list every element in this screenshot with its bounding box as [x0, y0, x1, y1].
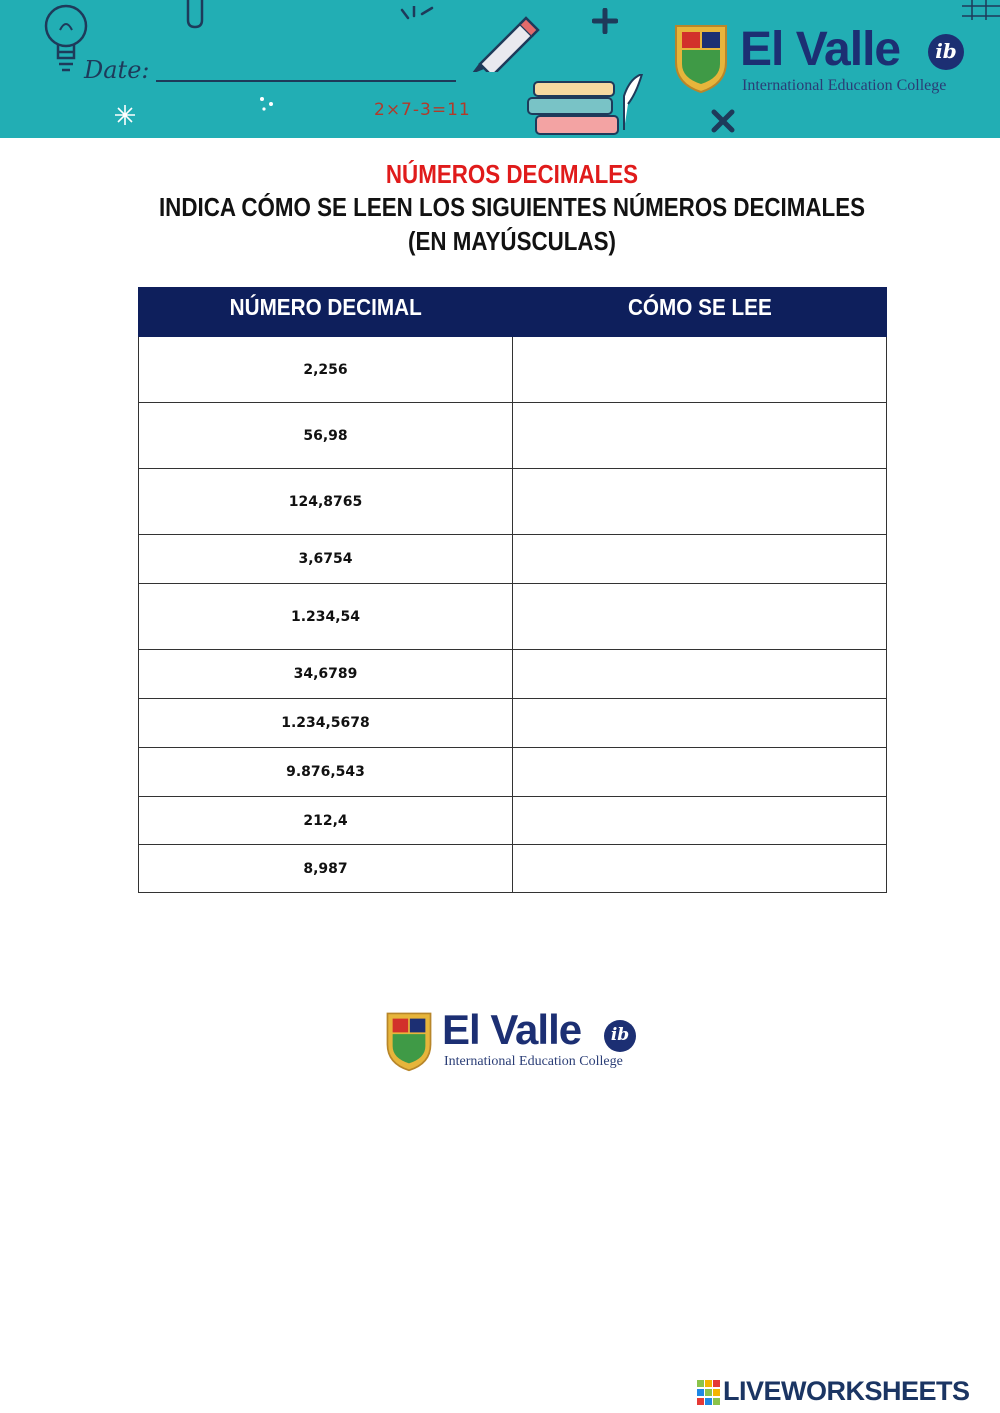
answer-field[interactable]: [513, 797, 887, 845]
number-cell: 1.234,54: [139, 584, 513, 650]
star-icon: [114, 104, 136, 126]
number-cell: 2,256: [139, 337, 513, 403]
brand-name: El Valle: [740, 23, 901, 76]
footer-brand-name: El Valle: [442, 1006, 582, 1053]
header-numero-decimal: NÚMERO DECIMAL: [139, 288, 513, 337]
answer-field[interactable]: [513, 699, 887, 748]
table-row: [139, 748, 887, 797]
footer-school-logo: [384, 1008, 654, 1078]
answer-field[interactable]: [513, 584, 887, 650]
school-logo: [672, 22, 992, 102]
sparkle-icon: [400, 6, 434, 28]
watermark-text: LIVEWORKSHEETS: [723, 1376, 970, 1406]
table-row: [139, 535, 887, 584]
table-row: [139, 469, 887, 535]
header-banner: [0, 0, 1000, 138]
number-cell: 1.234,5678: [139, 699, 513, 748]
instruction-line-1: INDICA CÓMO SE LEEN LOS SIGUIENTES NÚMEROS DECIMALES: [158, 192, 866, 222]
grid-icon: [962, 0, 1000, 20]
table-row: [139, 797, 887, 845]
table-row: [139, 337, 887, 403]
answer-field[interactable]: [513, 845, 887, 893]
table-row: [139, 584, 887, 650]
times-icon: [710, 108, 736, 134]
footer-ib-badge: ib: [604, 1020, 636, 1052]
plus-icon: [592, 8, 618, 34]
date-line: [156, 80, 456, 82]
number-cell: 56,98: [139, 403, 513, 469]
dots-icon: [258, 96, 276, 112]
answer-field[interactable]: [513, 535, 887, 584]
header-como-se-lee: CÓMO SE LEE: [513, 288, 887, 337]
brand-subtitle: International Education College: [742, 77, 947, 94]
instruction-line-2: (EN MAYÚSCULAS): [408, 226, 616, 256]
date-label: Date:: [84, 56, 150, 84]
paperclip-icon: [182, 0, 208, 30]
answer-field[interactable]: [513, 403, 887, 469]
liveworksheets-watermark: [697, 1376, 997, 1410]
decimal-reading-table: [138, 287, 887, 893]
footer-brand-subtitle: International Education College: [444, 1054, 623, 1069]
number-cell: 9.876,543: [139, 748, 513, 797]
liveworksheets-logo-icon: [697, 1380, 721, 1406]
books-icon: [526, 74, 646, 138]
shield-icon: [384, 1010, 434, 1072]
number-cell: 8,987: [139, 845, 513, 893]
answer-field[interactable]: [513, 748, 887, 797]
shield-icon: [672, 22, 730, 94]
table-row: [139, 403, 887, 469]
worksheet-heading: NÚMEROS DECIMALES: [385, 159, 639, 189]
number-cell: 34,6789: [139, 650, 513, 699]
answer-field[interactable]: [513, 650, 887, 699]
number-cell: 212,4: [139, 797, 513, 845]
math-doodle: 2×7-3=11: [374, 100, 471, 120]
number-cell: 124,8765: [139, 469, 513, 535]
table-row: [139, 650, 887, 699]
ib-badge: ib: [928, 34, 964, 70]
answer-field[interactable]: [513, 337, 887, 403]
table-row: [139, 699, 887, 748]
number-cell: 3,6754: [139, 535, 513, 584]
table-header-row: [139, 288, 887, 337]
pencil-icon: [470, 12, 540, 72]
answer-field[interactable]: [513, 469, 887, 535]
table-row: [139, 845, 887, 893]
